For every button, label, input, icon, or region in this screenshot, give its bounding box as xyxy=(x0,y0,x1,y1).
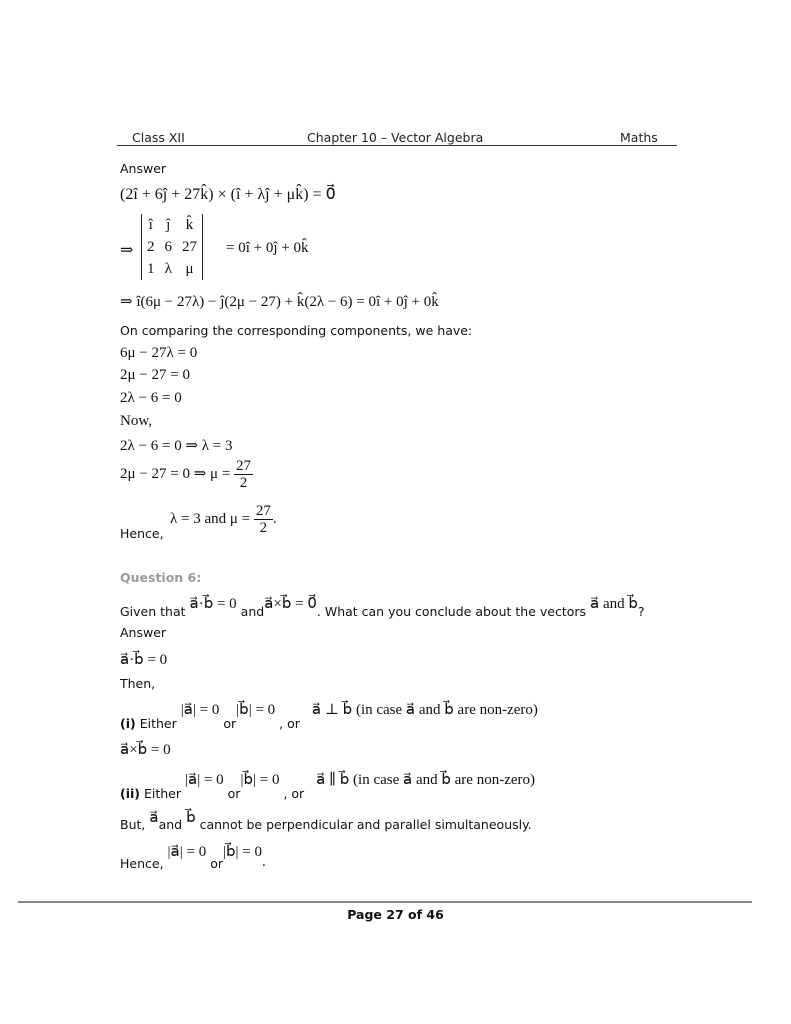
perpendicular-condition: a⃗ ⊥ b⃗ (in case a⃗ and b⃗ are non-zero) xyxy=(311,702,538,718)
now-text: Now, xyxy=(120,413,152,429)
expanded-equation: ⇒ î(6μ − 27λ) − ĵ(2μ − 27) + k̂(2λ − 6) = 0î + 0ĵ + 0k̂ xyxy=(120,294,439,310)
q-given: Given that xyxy=(120,604,186,619)
comma-or: , or xyxy=(279,716,300,731)
mod-a-zero: |a⃗| = 0 xyxy=(185,772,224,788)
case-ii-label: (ii) xyxy=(120,786,140,801)
q-rest: . What can you conclude about the vectors xyxy=(316,604,587,619)
but-rest: cannot be perpendicular and parallel simultaneously. xyxy=(199,817,532,832)
det-cell: 27 xyxy=(182,238,197,255)
header-chapter: Chapter 10 – Vector Algebra xyxy=(307,130,484,145)
final-result xyxy=(170,503,277,536)
case-i-label: (i) xyxy=(120,716,136,731)
mod-b-zero: |b⃗| = 0 xyxy=(223,844,262,860)
comma-or: , or xyxy=(283,786,305,801)
but-line xyxy=(120,808,532,832)
det-cell: k̂ xyxy=(185,216,194,233)
det-cell: ĵ xyxy=(166,216,171,233)
mod-b-zero: |b⃗| = 0 xyxy=(240,772,280,788)
determinant-row xyxy=(142,236,202,258)
hence-line xyxy=(120,842,266,871)
or-text: or xyxy=(227,786,241,801)
det-cell: μ xyxy=(185,260,194,277)
solve-mu xyxy=(120,458,253,491)
det-cell: λ xyxy=(164,260,172,277)
determinant-rhs: = 0î + 0ĵ + 0k̂ xyxy=(226,240,309,256)
footer-rule xyxy=(18,901,752,903)
but-text: But, xyxy=(120,817,146,832)
case-ii xyxy=(120,770,536,801)
determinant-row xyxy=(142,258,202,280)
mod-b-zero: |b⃗| = 0 xyxy=(236,702,276,718)
dot-product-zero: a⃗·b⃗ = 0 xyxy=(120,652,168,668)
fraction xyxy=(234,458,253,491)
header-subject: Maths xyxy=(620,130,658,145)
determinant xyxy=(141,214,203,280)
denominator: 2 xyxy=(259,520,268,536)
and-text: and xyxy=(158,817,183,832)
hence-label: Hence, xyxy=(120,526,164,541)
period: . xyxy=(272,510,277,527)
question-text xyxy=(120,594,645,619)
numerator: 27 xyxy=(255,503,271,519)
case-i xyxy=(120,700,538,731)
q-dot-product: a⃗·b⃗ = 0 xyxy=(189,596,237,612)
denominator: 2 xyxy=(239,475,248,491)
q-end: ? xyxy=(637,604,645,619)
solve-mu-lhs: 2μ − 27 = 0 ⇒ μ = xyxy=(120,465,231,482)
det-cell: î xyxy=(148,216,153,233)
component-eq-3: 2λ − 6 = 0 xyxy=(120,390,182,406)
answer-label: Answer xyxy=(120,161,167,176)
det-cell: 1 xyxy=(147,260,155,277)
comparing-text: On comparing the corresponding components, we have: xyxy=(120,323,473,338)
answer-label-6: Answer xyxy=(120,625,167,640)
component-eq-1: 6μ − 27λ = 0 xyxy=(120,345,198,361)
det-cell: 6 xyxy=(164,238,172,255)
then-text: Then, xyxy=(120,676,156,691)
q-cross-product: a⃗×b⃗ = 0⃗ xyxy=(264,596,317,612)
vector-b: b⃗ xyxy=(186,810,196,826)
fraction xyxy=(254,503,273,536)
cross-product-zero: a⃗×b⃗ = 0 xyxy=(120,742,171,758)
either-text: Either xyxy=(143,786,182,801)
or-text: or xyxy=(210,856,223,871)
vector-a: a⃗ xyxy=(149,810,159,826)
parallel-condition: a⃗ ∥ b⃗ (in case a⃗ and b⃗ are non-zero) xyxy=(316,772,536,788)
header-class: Class XII xyxy=(132,130,185,145)
mod-a-zero: |a⃗| = 0 xyxy=(180,702,220,718)
either-text: Either xyxy=(139,716,177,731)
q-vectors: a⃗ and b⃗ xyxy=(590,596,638,612)
det-cell: 2 xyxy=(147,238,155,255)
question-title: Question 6: xyxy=(120,570,202,585)
q-and: and xyxy=(240,604,265,619)
mod-a-zero: |a⃗| = 0 xyxy=(167,844,207,860)
determinant-row xyxy=(142,214,202,236)
final-result-lhs: λ = 3 and μ = xyxy=(170,510,251,527)
page-number: Page 27 of 46 xyxy=(347,907,444,922)
implies-arrow: ⇒ xyxy=(120,242,134,259)
or-text: or xyxy=(223,716,237,731)
cross-product-equation: (2î + 6ĵ + 27k̂) × (î + λĵ + μk̂) = 0⃗ xyxy=(120,186,336,203)
period: . xyxy=(262,854,266,870)
component-eq-2: 2μ − 27 = 0 xyxy=(120,367,190,383)
numerator: 27 xyxy=(236,458,252,474)
header-rule xyxy=(117,145,677,146)
solve-lambda: 2λ − 6 = 0 ⇒ λ = 3 xyxy=(120,438,233,454)
hence-text: Hence, xyxy=(120,856,164,871)
